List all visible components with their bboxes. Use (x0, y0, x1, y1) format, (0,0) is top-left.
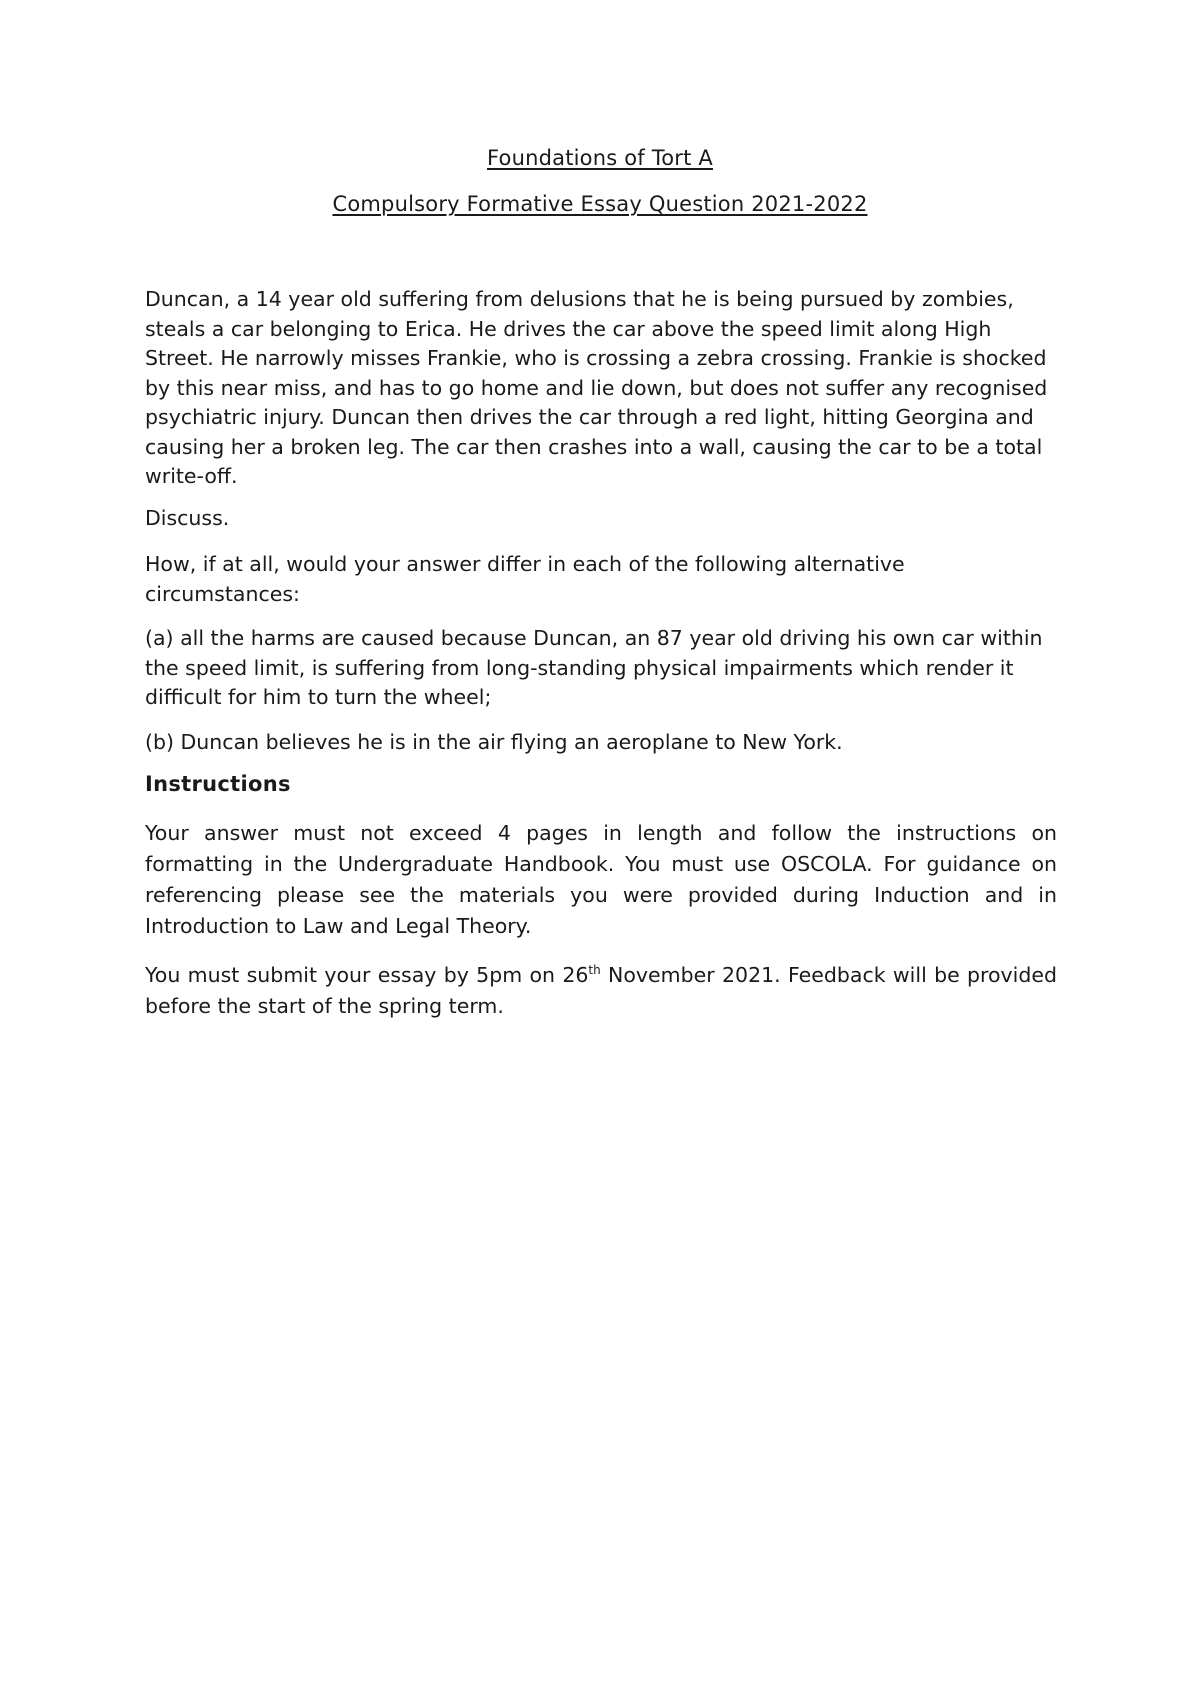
alternative-b-paragraph: (b) Duncan believes he is in the air flying an aeroplane to New York. (145, 730, 843, 754)
document-subtitle: Compulsory Formative Essay Question 2021-2022 (332, 192, 868, 216)
instructions-heading: Instructions (145, 772, 291, 796)
submission-paragraph (145, 960, 1057, 1022)
date-ordinal-suffix: th (588, 963, 601, 978)
scenario-paragraph: Duncan, a 14 year old suffering from delusions that he is being pursued by zombies, steals a car belonging to Erica. He drives the car above the speed limit along High Street. He narrowly misses Frankie, who is crossing a zebra crossing. Frankie is shocked by this near miss, and has to go home and lie down, but does not suffer any recognised psychiatric injury. Duncan then drives the car through a red light, hitting Georgina and causing her a broken leg. The car then crashes into a wall, causing the car to be a total write-off. (145, 287, 1048, 488)
submission-text-start: You must submit your essay by 5pm on 26 (145, 963, 589, 987)
instructions-paragraph: Your answer must not exceed 4 pages in length and follow the instructions on formatting in the Undergraduate Handbook. You must use OSCOLA. For guidance on referencing please see the materials you were provided during Induction and in Introduction to Law and Legal Theory. (145, 821, 1057, 938)
discuss-paragraph: Discuss. (145, 506, 230, 530)
document-title: Foundations of Tort A (487, 146, 713, 170)
alternatives-intro-paragraph: How, if at all, would your answer differ in each of the following alternative circumstances: (145, 552, 905, 606)
submission-text-end: November 2021. Feedback will be provided before the start of the spring term. (145, 963, 1058, 1018)
alternative-a-paragraph: (a) all the harms are caused because Duncan, an 87 year old driving his own car within the speed limit, is suffering from long-standing physical impairments which render it difficult for him to turn the wheel; (145, 626, 1043, 709)
